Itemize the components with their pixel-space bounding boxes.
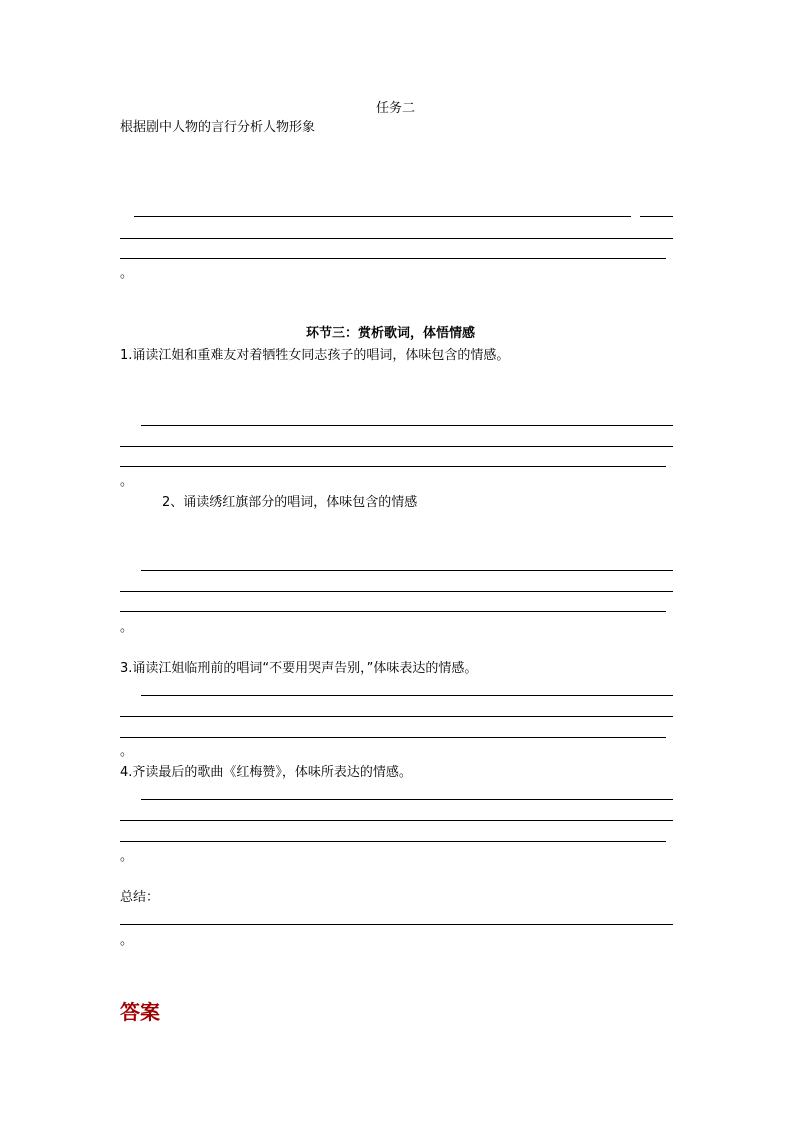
answer-line	[134, 216, 631, 217]
question-2: 2、诵读绣红旗部分的唱词，体味包含的情感	[162, 495, 418, 510]
section3-heading: 环节三：赏析歌词，体悟情感	[306, 326, 476, 341]
answer-line	[120, 466, 666, 467]
answer-line	[141, 570, 673, 571]
period-mark: 。	[120, 933, 134, 948]
answer-line	[120, 238, 673, 239]
answer-line	[120, 446, 673, 447]
answer-line	[120, 737, 666, 738]
question-1: 1.诵读江姐和重难友对着牺牲女同志孩子的唱词，体味包含的情感。	[120, 348, 510, 363]
answer-line	[640, 216, 673, 217]
period-mark: 。	[120, 620, 134, 635]
period-mark: 。	[120, 849, 134, 864]
question-4: 4.齐读最后的歌曲《红梅赞》，体味所表达的情感。	[120, 765, 412, 780]
answer-line	[141, 695, 673, 696]
task2-title: 任务二	[376, 101, 416, 116]
period-mark: 。	[120, 474, 134, 489]
period-mark: 。	[120, 266, 134, 281]
answer-line	[120, 611, 666, 612]
answer-line	[141, 425, 673, 426]
answer-heading: 答案	[120, 1000, 160, 1024]
answer-line	[120, 716, 673, 717]
period-mark: 。	[120, 744, 134, 759]
answer-line	[141, 799, 673, 800]
answer-line	[120, 924, 673, 925]
answer-line	[120, 820, 673, 821]
task2-prompt: 根据剧中人物的言行分析人物形象	[120, 120, 316, 135]
summary-label: 总结：	[120, 890, 160, 905]
answer-line	[120, 591, 673, 592]
question-3: 3.诵读江姐临刑前的唱词“不要用哭声告别，”体味表达的情感。	[120, 661, 478, 676]
answer-line	[120, 841, 666, 842]
answer-line	[120, 258, 666, 259]
